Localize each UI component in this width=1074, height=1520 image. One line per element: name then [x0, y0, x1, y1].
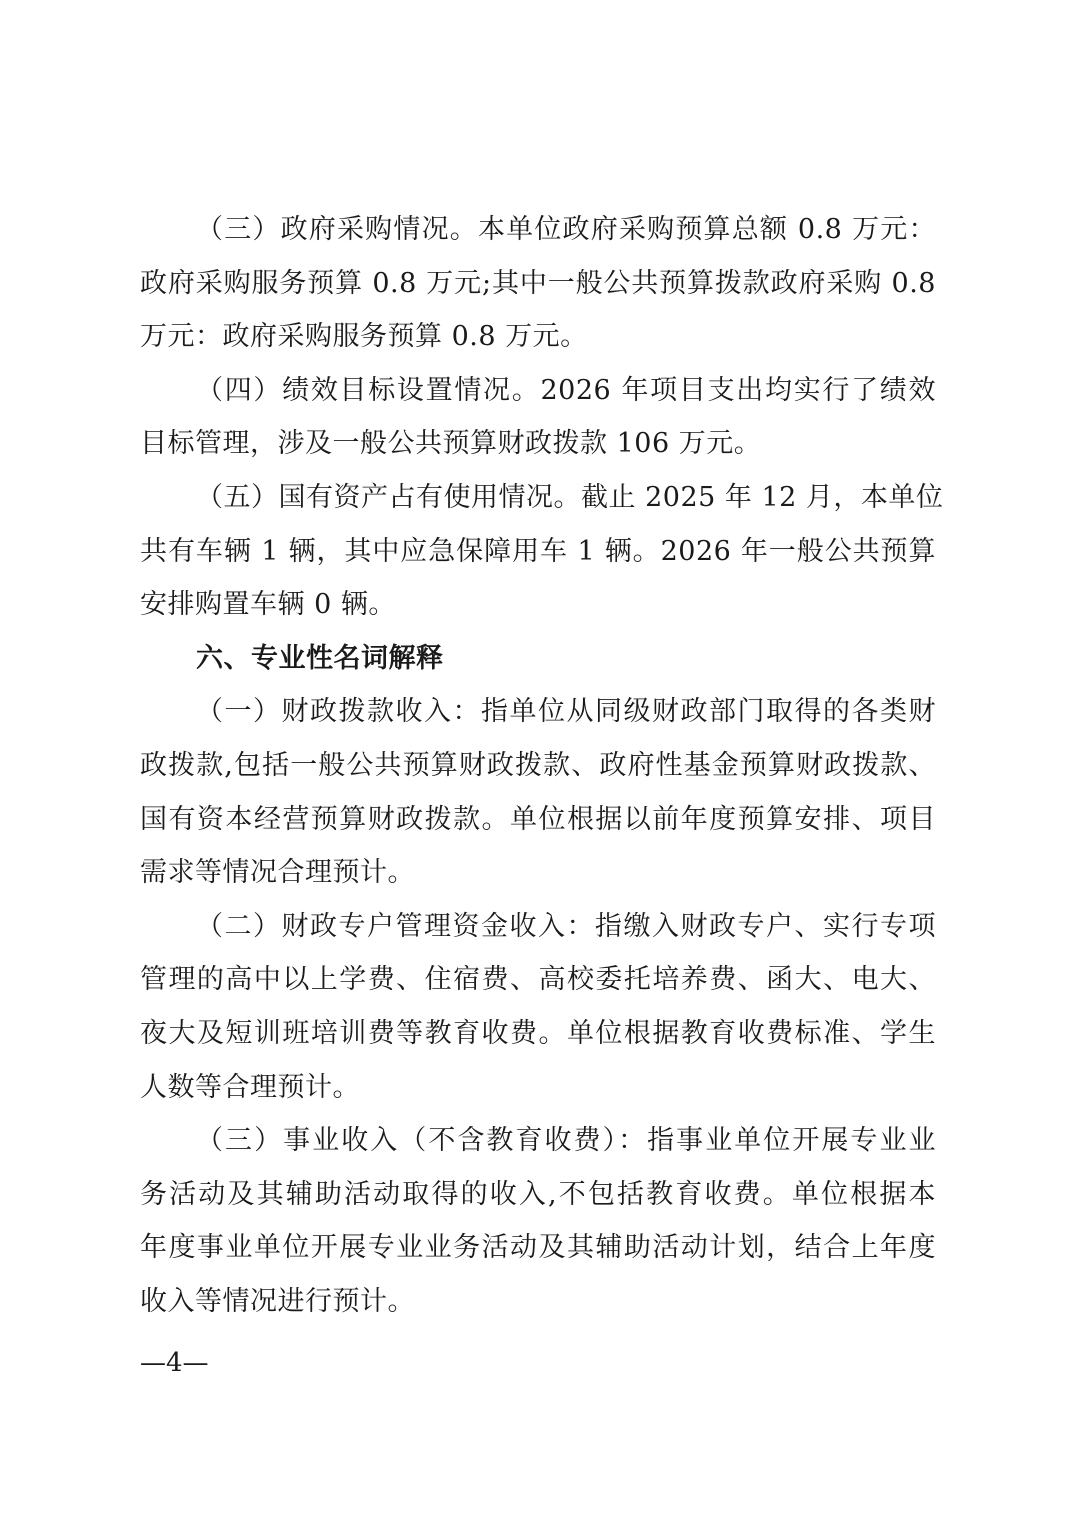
definition-line	[140, 900, 936, 954]
definition-text: 管理的高中以上学费、住宿费、高校委托培养费、函大、电大、	[140, 964, 936, 996]
definition-text: 需求等情况合理预计。	[140, 857, 415, 889]
definition-text: 指缴入财政专户、实行专项	[595, 910, 936, 942]
paragraph-line	[140, 364, 936, 418]
paragraph-text: 安排购置车辆 0 辆。	[140, 589, 396, 621]
definition-lead: （二）财政专户管理资金收入：	[196, 910, 595, 942]
definition-text: 务活动及其辅助活动取得的收入,不包括教育收费。单位根据本	[140, 1178, 936, 1210]
paragraph-text: 万元：政府采购服务预算 0.8 万元。	[140, 321, 588, 353]
paragraph-lead: （三）政府采购情况。	[196, 214, 478, 245]
paragraph-line	[140, 471, 944, 525]
definition-line	[140, 739, 936, 793]
definition-line	[140, 793, 936, 847]
definition-line	[140, 1168, 936, 1222]
definition-line	[140, 1061, 936, 1115]
paragraph-line	[140, 578, 936, 632]
definition-line	[140, 1221, 936, 1275]
paragraph-line	[140, 257, 936, 311]
definition-text: 人数等合理预计。	[140, 1071, 360, 1103]
paragraph-text: 政府采购服务预算 0.8 万元;其中一般公共预算拨款政府采购 0.8	[140, 267, 936, 299]
paragraph-line	[140, 310, 936, 364]
paragraph-text: 截止 2025 年 12 月，本单位	[581, 481, 944, 513]
definition-line	[140, 846, 936, 900]
definition-text: 收入等情况进行预计。	[140, 1285, 415, 1317]
definition-line	[140, 685, 936, 739]
definition-text: 政拨款,包括一般公共预算财政拨款、政府性基金预算财政拨款、	[140, 749, 936, 781]
definition-line	[140, 953, 936, 1007]
definition-text: 国有资本经营预算财政拨款。单位根据以前年度预算安排、项目	[140, 803, 936, 835]
paragraph-line	[140, 525, 936, 579]
section-heading: 六、专业性名词解释	[196, 642, 444, 674]
definition-text: 指事业单位开展专业业	[647, 1125, 937, 1157]
definition-line	[140, 1275, 936, 1329]
paragraph-text: 2026 年项目支出均实行了绩效	[540, 374, 937, 406]
definition-text: 指单位从同级财政部门取得的各类财	[481, 696, 936, 728]
definition-line	[140, 1114, 936, 1168]
paragraph-text: 共有车辆 1 辆，其中应急保障用车 1 辆。2026 年一般公共预算	[140, 535, 936, 567]
paragraph-text: 本单位政府采购预算总额 0.8 万元：	[477, 214, 937, 245]
definition-lead: （一）财政拨款收入：	[196, 696, 481, 728]
paragraph-lead: （四）绩效目标设置情况。	[196, 374, 541, 406]
paragraph-line	[140, 203, 936, 257]
definition-line	[140, 1007, 936, 1061]
paragraph-lead: （五）国有资产占有使用情况。	[196, 481, 581, 513]
page-number: —4—	[140, 1348, 209, 1378]
paragraph-line	[140, 417, 936, 471]
paragraph-text: 目标管理，涉及一般公共预算财政拨款 106 万元。	[140, 428, 762, 460]
definition-text: 年度事业单位开展专业业务活动及其辅助活动计划，结合上年度	[140, 1232, 936, 1264]
document-body	[140, 203, 944, 1328]
definition-lead: （三）事业收入（不含教育收费）：	[196, 1125, 648, 1157]
definition-text: 夜大及短训班培训费等教育收费。单位根据教育收费标准、学生	[140, 1017, 936, 1049]
